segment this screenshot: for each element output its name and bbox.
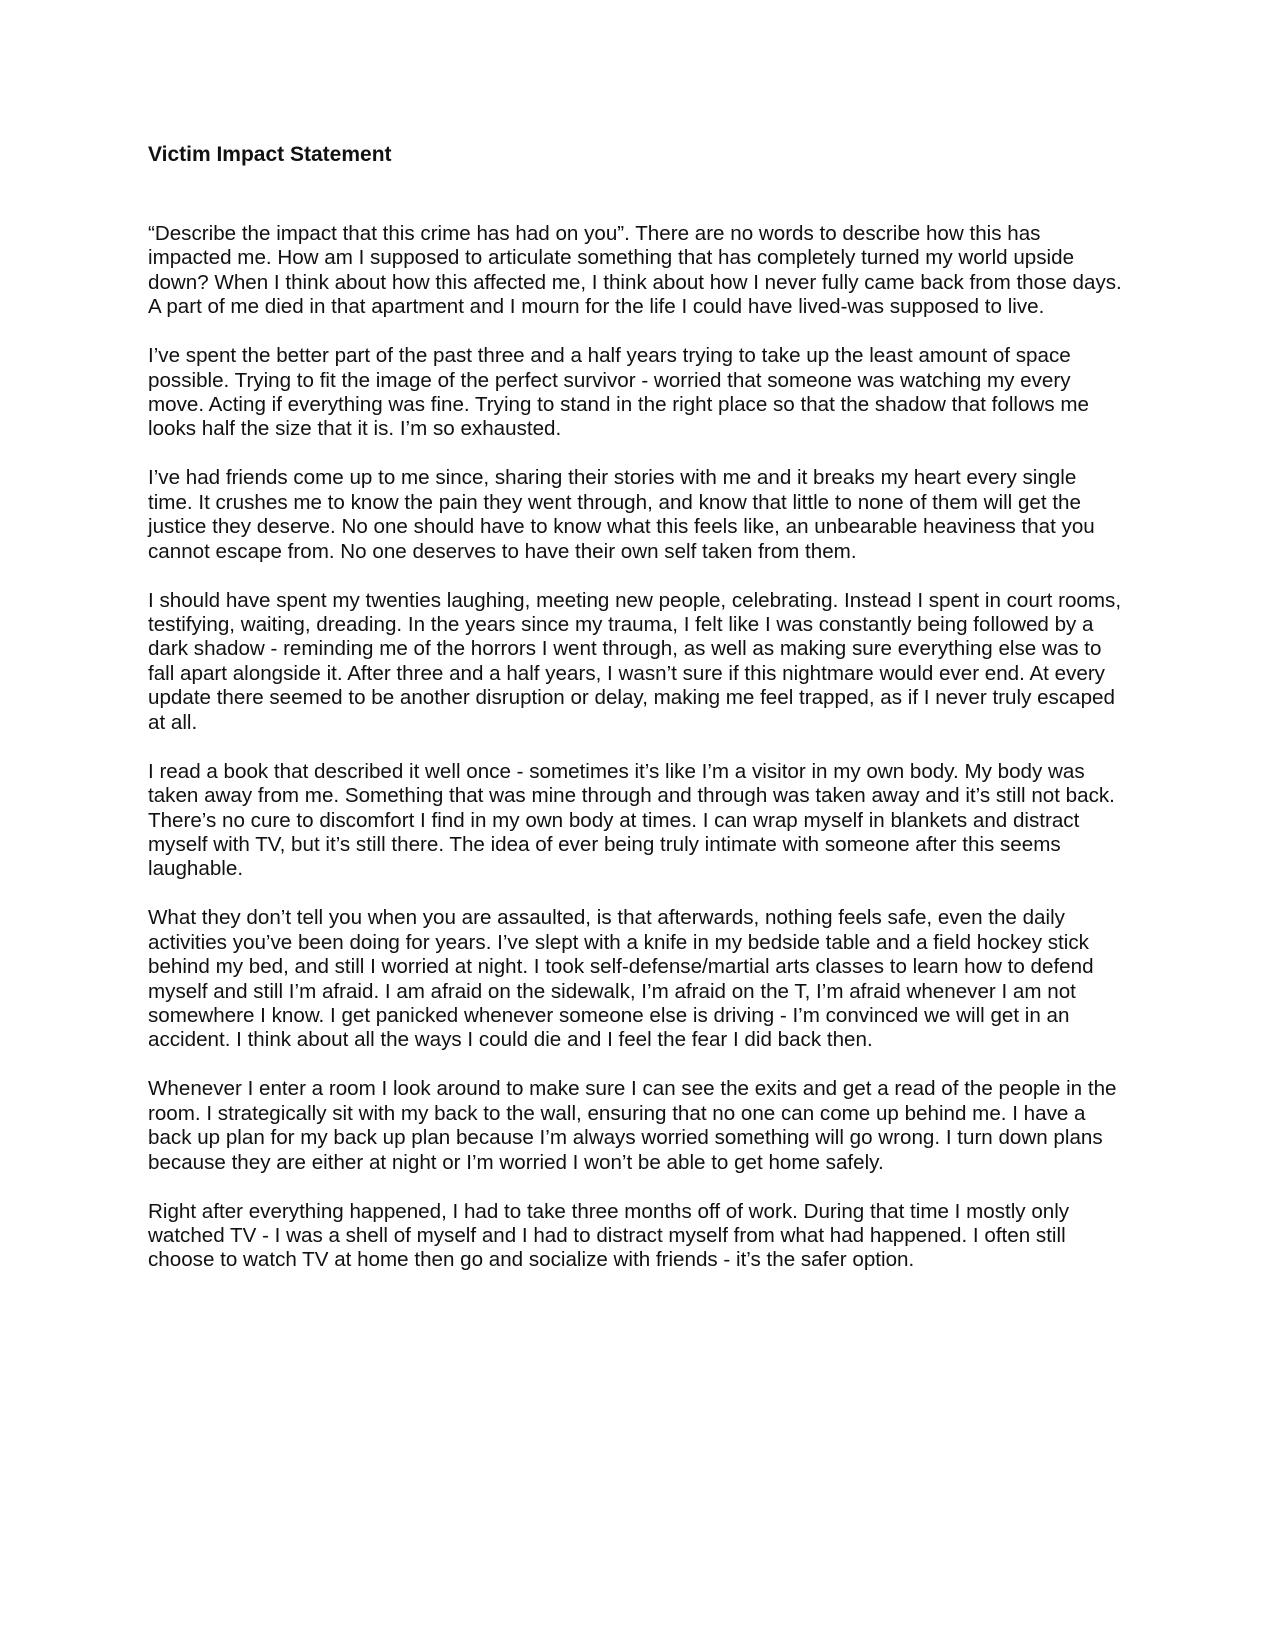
- paragraph-6: What they don’t tell you when you are assaulted, is that afterwards, nothing feels safe, even the daily activities you’ve been doing for years. I’ve slept with a knife in my bedside table and a field hockey stick behind my bed, and still I worried at night. I took self-defense/martial arts classes to learn how to defend myself and still I’m afraid. I am afraid on the sidewalk, I’m afraid on the T, I’m afraid whenever I am not somewhere I know. I get panicked whenever someone else is driving - I’m convinced we will get in an accident. I think about all the ways I could die and I feel the fear I did back then.: [148, 906, 1094, 1052]
- paragraph-8: Right after everything happened, I had to take three months off of work. During that time I mostly only watched TV - I was a shell of myself and I had to distract myself from what had happened. I often still choose to watch TV at home then go and socialize with friends - it’s the safer option.: [148, 1199, 1070, 1272]
- paragraph-1: “Describe the impact that this crime has had on you”. There are no words to describe how this has impacted me. How am I supposed to articulate something that has completely turned my world upside down? When I think about how this affected me, I think about how I never fully came back from those days. A part of me died in that apartment and I mourn for the life I could have lived-was supposed to live.: [148, 222, 1122, 319]
- document-body: [148, 142, 1123, 1297]
- paragraph-3: I’ve had friends come up to me since, sharing their stories with me and it breaks my heart every single time. It crushes me to know the pain they went through, and know that little to none of them will get the justice they deserve. No one should have to know what this feels like, an unbearable heaviness that you cannot escape from. No one deserves to have their own self taken from them.: [148, 466, 1095, 563]
- document-title: Victim Impact Statement: [148, 143, 392, 166]
- paragraph-7: Whenever I enter a room I look around to make sure I can see the exits and get a read of the people in the room. I strategically sit with my back to the wall, ensuring that no one can come up behind me. I have a back up plan for my back up plan because I’m always worried something will go wrong. I turn down plans because they are either at night or I’m worried I won’t be able to get home safely.: [148, 1077, 1117, 1174]
- paragraph-4: I should have spent my twenties laughing, meeting new people, celebrating. Instead I spent in court rooms, testifying, waiting, dreading. In the years since my trauma, I felt like I was constantly being followed by a dark shadow - reminding me of the horrors I went through, as well as making sure everything else was to fall apart alongside it. After three and a half years, I wasn’t sure if this nightmare would ever end. At every update there seemed to be another disruption or delay, making me feel trapped, as if I never truly escaped at all.: [148, 588, 1122, 734]
- paragraph-2: I’ve spent the better part of the past three and a half years trying to take up the least amount of space possible. Trying to fit the image of the perfect survivor - worried that someone was watching my every move. Acting if everything was fine. Trying to stand in the right place so that the shadow that follows me looks half the size that it is. I’m so exhausted.: [148, 344, 1089, 441]
- paragraph-5: I read a book that described it well once - sometimes it’s like I’m a visitor in my own body. My body was taken away from me. Something that was mine through and through was taken away and it’s still not back. There’s no cure to discomfort I find in my own body at times. I can wrap myself in blankets and distract myself with TV, but it’s still there. The idea of ever being truly intimate with someone after this seems laughable.: [148, 759, 1115, 881]
